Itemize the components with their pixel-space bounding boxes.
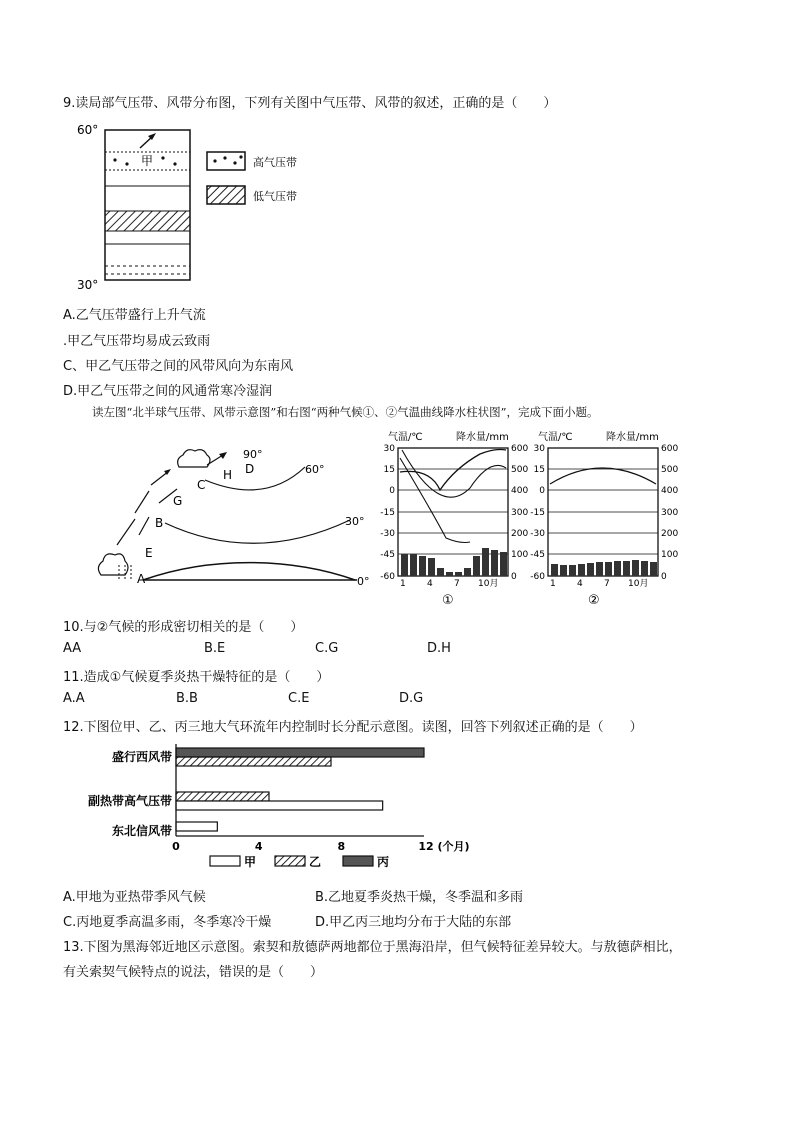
bar-丙-0 xyxy=(176,748,424,757)
c2-p5: 100 xyxy=(661,550,679,560)
c2-t2: 0 xyxy=(539,486,545,496)
wind-label-d: D xyxy=(245,462,255,476)
bar-乙-0 xyxy=(176,757,331,766)
c2-x3: 10月 xyxy=(628,579,649,589)
bar-甲-1 xyxy=(176,801,383,810)
q12-option-c: C.丙地夏季高温多雨，冬季寒冷干燥 xyxy=(63,915,272,930)
c1-t2: 0 xyxy=(389,486,395,496)
wind-label-e: E xyxy=(145,546,153,560)
q10-stem: 10.与②气候的形成密切相关的是（ ） xyxy=(63,620,304,635)
q12-option-a: A.甲地为亚热带季风气候 xyxy=(63,890,206,905)
c2-t4: -30 xyxy=(530,529,545,539)
c2-t3: -15 xyxy=(530,508,545,518)
climate-chart-1 xyxy=(370,428,530,608)
c2-t0: 30 xyxy=(533,444,545,454)
q9-option-c: C、甲乙气压带之间的风带风向为东南风 xyxy=(63,359,294,374)
c2-p2: 400 xyxy=(661,486,679,496)
c1-t6: -60 xyxy=(380,572,395,582)
circulation-duration-chart xyxy=(60,740,480,872)
q11-option-b: B.B xyxy=(176,691,198,706)
wind-label-b: B xyxy=(155,516,164,530)
bar-乙-1 xyxy=(176,792,269,801)
chart1-label: ① xyxy=(442,593,454,608)
c1-p3: 300 xyxy=(511,508,529,518)
lat-0: 0° xyxy=(357,575,370,588)
q11-option-a: A.A xyxy=(63,691,85,706)
lat-30: 30° xyxy=(345,515,365,528)
q9-option-b: .甲乙气压带均易成云致雨 xyxy=(63,334,211,349)
chart1-precip-label: 降水量/mm xyxy=(456,432,509,443)
q9-lat-bottom: 30° xyxy=(77,278,99,292)
q10-option-c: C.G xyxy=(315,641,339,656)
legend-yi: 乙 xyxy=(309,855,322,869)
chart2-precip-label: 降水量/mm xyxy=(606,432,659,443)
legend-high-pressure: 高气压带 xyxy=(253,156,297,169)
q12-stem: 12.下图位甲、乙、丙三地大气环流年内控制时长分配示意图。读图，回答下列叙述正确的是（ ） xyxy=(63,720,643,735)
q9-option-a: A.乙气压带盛行上升气流 xyxy=(63,308,206,323)
c1-x3: 10月 xyxy=(478,579,499,589)
q10-option-b: B.E xyxy=(204,641,226,656)
c1-p2: 400 xyxy=(511,486,529,496)
chart1-temp-label: 气温/℃ xyxy=(388,432,423,443)
q9-stem: 9.读局部气压带、风带分布图，下列有关图中气压带、风带的叙述，正确的是（ ） xyxy=(63,96,557,111)
lat-90: 90° xyxy=(243,448,263,461)
q12-option-b: B.乙地夏季炎热干燥，冬季温和多雨 xyxy=(315,890,524,905)
bar-甲-2 xyxy=(176,822,217,831)
legend-jia: 甲 xyxy=(244,855,257,869)
intro-10-11: 读左图“北半球气压带、风带示意图”和右图“两种气候①、②气温曲线降水柱状图”，完成下面小题。 xyxy=(92,405,599,419)
x-tick-2: 8 xyxy=(337,840,346,853)
c2-x0: 1 xyxy=(550,579,556,589)
q9-lat-top: 60° xyxy=(77,123,99,137)
c1-t4: -30 xyxy=(380,529,395,539)
wind-label-a: A xyxy=(137,572,146,586)
q13-line2: 有关索契气候特点的说法，错误的是（ ） xyxy=(63,965,324,980)
c1-x0: 1 xyxy=(400,579,406,589)
q11-stem: 11.造成①气候夏季炎热干燥特征的是（ ） xyxy=(63,670,330,685)
c2-p6: 0 xyxy=(661,572,667,582)
c1-p5: 100 xyxy=(511,550,529,560)
q11-option-c: C.E xyxy=(288,691,310,706)
c1-t5: -45 xyxy=(380,550,395,560)
climate-chart-2 xyxy=(520,428,680,608)
wind-belt-diagram xyxy=(95,425,380,600)
q10-option-a: AA xyxy=(63,641,82,656)
q12-option-d: D.甲乙丙三地均分布于大陆的东部 xyxy=(315,915,512,930)
c2-x2: 7 xyxy=(604,579,610,589)
c1-p1: 500 xyxy=(511,465,529,475)
q9-option-d: D.甲乙气压带之间的风通常寒冷湿润 xyxy=(63,384,273,399)
c2-t5: -45 xyxy=(530,550,545,560)
c2-p0: 600 xyxy=(661,444,679,454)
q11-option-d: D.G xyxy=(399,691,424,706)
c2-x1: 4 xyxy=(577,579,583,589)
row-label-1: 副热带高气压带 xyxy=(87,794,172,808)
wind-label-c: C xyxy=(197,478,206,492)
c2-t6: -60 xyxy=(530,572,545,582)
c1-x2: 7 xyxy=(454,579,460,589)
x-tick-1: 4 xyxy=(254,840,263,853)
c1-t0: 30 xyxy=(383,444,395,454)
c1-t1: 15 xyxy=(383,465,395,475)
q10-option-d: D.H xyxy=(427,641,451,656)
q9-label-jia: 甲 xyxy=(141,154,154,168)
wind-label-g: G xyxy=(173,494,183,508)
legend-low-pressure: 低气压带 xyxy=(253,190,297,203)
c1-p4: 200 xyxy=(511,529,529,539)
c2-p1: 500 xyxy=(661,465,679,475)
legend-bing: 丙 xyxy=(377,855,390,869)
c1-x1: 4 xyxy=(427,579,433,589)
c2-t1: 15 xyxy=(533,465,545,475)
x-tick-3: 12 (个月) xyxy=(418,840,470,853)
c1-p0: 600 xyxy=(511,444,529,454)
wind-label-h: H xyxy=(223,468,233,482)
q9-pressure-belt-figure xyxy=(75,118,315,293)
chart2-temp-label: 气温/℃ xyxy=(538,432,573,443)
c2-p3: 300 xyxy=(661,508,679,518)
row-label-0: 盛行西风带 xyxy=(111,750,172,764)
c2-p4: 200 xyxy=(661,529,679,539)
c1-t3: -15 xyxy=(380,508,395,518)
c1-p6: 0 xyxy=(511,572,517,582)
chart2-label: ② xyxy=(588,593,600,608)
x-tick-0: 0 xyxy=(172,840,180,853)
lat-60: 60° xyxy=(305,463,325,476)
q13-line1: 13.下图为黑海邻近地区示意图。索契和敖德萨两地都位于黑海沿岸，但气候特征差异较大。与敖德萨相比， xyxy=(63,940,682,955)
row-label-2: 东北信风带 xyxy=(111,824,172,838)
